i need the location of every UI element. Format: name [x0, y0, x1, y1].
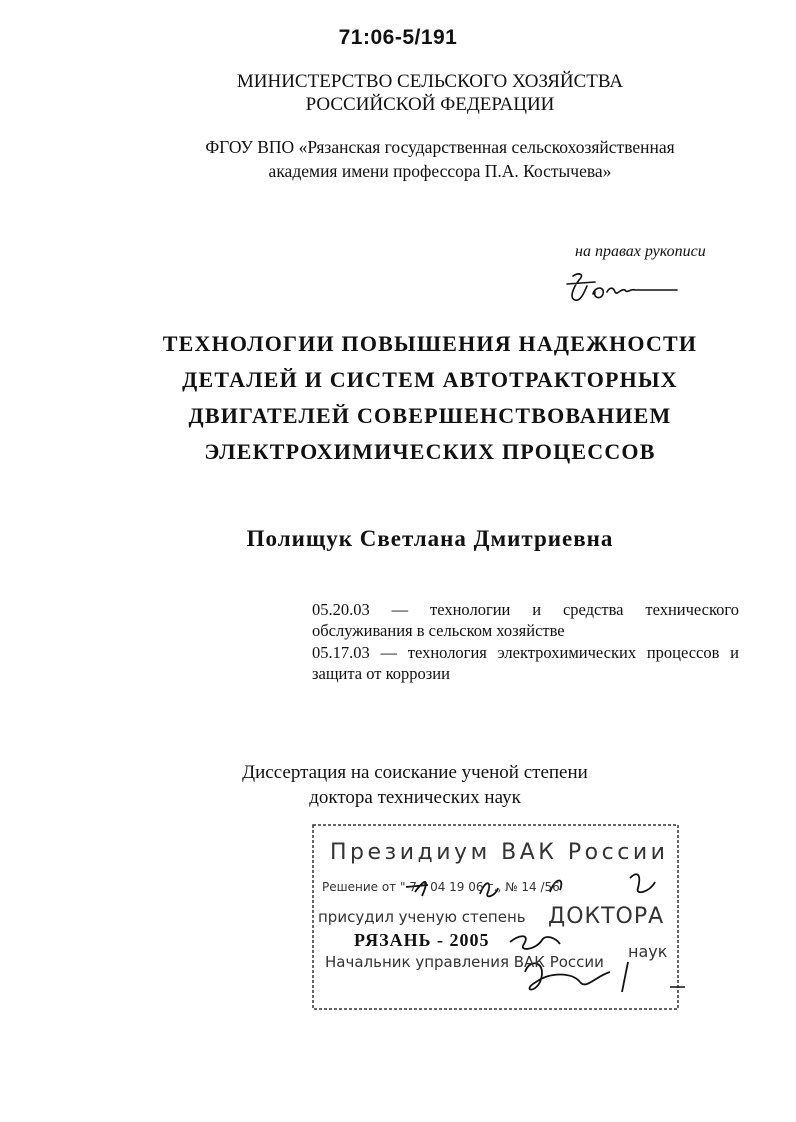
- ministry-header: [0, 70, 796, 116]
- specialty-1: 05.20.03 — технологии и средства технического обслуживания в сельском хозяйстве: [312, 600, 739, 640]
- organization-line-1: ФГОУ ВПО «Рязанская государственная сельскохозяйственная: [205, 137, 675, 157]
- stamp-degree: ДОКТОРА: [548, 904, 665, 929]
- title-line-3: ДВИГАТЕЛЕЙ СОВЕРШЕНСТВОВАНИЕМ: [188, 403, 672, 428]
- stamp-head: Начальник управления ВАК России: [325, 953, 604, 971]
- title-line-2: ДЕТАЛЕЙ И СИСТЕМ АВТОТРАКТОРНЫХ: [182, 367, 678, 392]
- organization-line-2: академия имени профессора П.А. Костычева»: [268, 161, 612, 181]
- specialty-2: 05.17.03 — технология электрохимических процессов и защита от коррозии: [312, 643, 739, 683]
- stamp-title: Президиум ВАК России: [330, 840, 669, 865]
- title-line-1: ТЕХНОЛОГИИ ПОВЫШЕНИЯ НАДЕЖНОСТИ: [162, 331, 698, 356]
- degree-line-1: Диссертация на соискание ученой степени: [242, 762, 588, 783]
- title-line-4: ЭЛЕКТРОХИМИЧЕСКИХ ПРОЦЕССОВ: [204, 439, 656, 464]
- author-name: Полищук Светлана Дмитриевна: [246, 526, 614, 551]
- stamp-decision: Решение от " 7 " 04 19 06 г., № 14 /56: [322, 880, 560, 894]
- dissertation-degree: [0, 760, 796, 810]
- stamp-awarded: присудил ученую степень: [318, 908, 526, 926]
- dissertation-title: [0, 326, 796, 470]
- ministry-line-1: МИНИСТЕРСТВО СЕЛЬСКОГО ХОЗЯЙСТВА: [236, 71, 624, 92]
- vak-stamp: [310, 822, 695, 1012]
- degree-line-2: доктора технических наук: [309, 787, 521, 808]
- stamp-sciences: наук: [628, 942, 668, 961]
- manuscript-note: на правах рукописи: [575, 243, 706, 260]
- author-signature: [565, 268, 685, 308]
- organization-header: [90, 135, 790, 183]
- document-code: 71:06-5/191: [338, 26, 458, 49]
- ministry-line-2: РОССИЙСКОЙ ФЕДЕРАЦИИ: [305, 94, 555, 115]
- city-year: РЯЗАНЬ - 2005: [354, 930, 490, 950]
